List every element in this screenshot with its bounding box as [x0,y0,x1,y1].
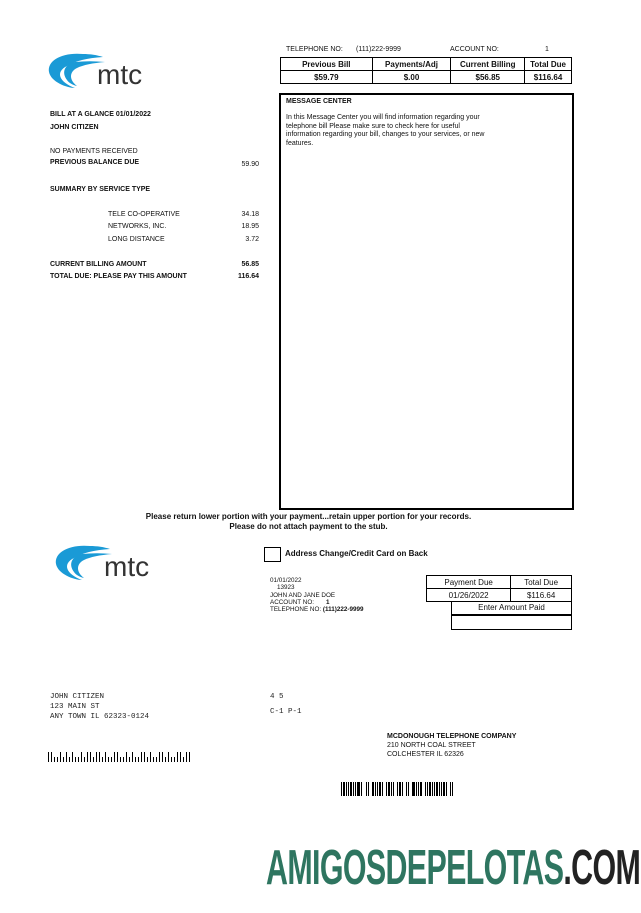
mailing-city: ANY TOWN IL 62323-0124 [50,713,150,721]
watermark-main: AMIGOSDEPELOTAS [266,841,564,895]
stub-telephone-value: (111)222-9999 [322,606,364,614]
total-due-label: TOTAL DUE: PLEASE PAY THIS AMOUNT [50,273,187,280]
service-name: LONG DISTANCE [108,236,165,243]
stub-names: JOHN AND JANE DOE [270,591,336,599]
header-previous-bill: Previous Bill [281,58,373,71]
message-line: In this Message Center you will find information regarding your [286,114,480,121]
stub-total-due: $116.64 [511,589,572,602]
amount-paid-input[interactable] [451,615,572,630]
stub-account [270,599,363,606]
sort-code-1: 4 5 [270,693,284,701]
table-header-row [427,576,572,589]
header-total-due: Total Due [525,58,572,71]
service-name: NETWORKS, INC. [108,223,167,230]
total-due-amount: 116.64 [237,273,259,280]
stub-telephone [270,606,363,613]
mailing-address [50,692,149,722]
header-current-billing: Current Billing [451,58,525,71]
stub-date: 01/01/2022 [270,577,302,584]
message-line: features. [286,139,314,147]
payment-due-date: 01/26/2022 [427,589,511,602]
svg-text:mtc: mtc [97,59,143,90]
account-value: 1 [545,46,549,53]
stub-code: 13923 [277,584,295,592]
remit-address [387,732,516,759]
message-line: information regarding your bill, changes to your services, or new [286,131,485,138]
address-change-checkbox[interactable] [264,547,281,562]
stub-details [270,577,363,613]
payments-adj-value: $.00 [372,71,451,84]
payments-note: NO PAYMENTS RECEIVED [50,148,138,155]
previous-bill-value: $59.79 [281,71,373,84]
mailing-name: JOHN CITIZEN [50,693,105,701]
account-label: ACCOUNT NO: [450,46,499,53]
current-billing-value: $56.85 [451,71,525,84]
mtc-logo [45,48,155,90]
service-amount: 3.72 [245,236,259,243]
watermark-suffix: .COM [563,841,641,895]
total-due-value: $116.64 [525,71,572,84]
current-billing-label: CURRENT BILLING AMOUNT [50,261,147,268]
watermark [266,840,640,896]
payment-due-table [426,575,572,602]
previous-balance-label: PREVIOUS BALANCE DUE [50,159,140,166]
header-total-due: Total Due [511,576,572,589]
svg-text:mtc: mtc [104,551,150,582]
telephone-label: TELEPHONE NO: [286,46,343,53]
billing-summary-table [280,57,572,84]
remit-company: MCDONOUGH TELEPHONE COMPANY [387,733,517,740]
summary-title: SUMMARY BY SERVICE TYPE [50,186,151,193]
table-row [281,71,572,84]
message-center-body [286,114,484,148]
mtc-logo-stub [52,540,162,582]
table-header-row [281,58,572,71]
header-payment-due: Payment Due [427,576,511,589]
remit-street: 210 NORTH COAL STREET [387,742,476,749]
message-line: telephone bill Please make sure to check here for useful [286,122,460,130]
stub-instructions: Please do not attach payment to the stub. [229,522,388,531]
glance-title: BILL AT A GLANCE 01/01/2022 [50,111,151,118]
sort-code-2: C-1 P-1 [270,708,302,716]
address-change-label: Address Change/Credit Card on Back [285,549,428,558]
previous-balance-value: 59.90 [241,161,259,168]
stub-account-value: 1 [325,598,330,606]
message-center-title: MESSAGE CENTER [286,98,352,105]
current-billing-amount: 56.85 [241,261,259,268]
service-name: TELE CO-OPERATIVE [108,211,180,218]
postal-barcode [48,752,190,762]
telephone-value: (111)222-9999 [356,46,401,53]
scan-barcode [341,782,453,796]
message-center-box [279,93,574,510]
remit-city: COLCHESTER IL 62326 [387,751,464,758]
service-amount: 18.95 [241,223,259,230]
enter-amount-label: Enter Amount Paid [451,602,572,615]
return-instructions: Please return lower portion with your payment...retain upper portion for your records. [145,512,472,521]
header-payments-adj: Payments/Adj [372,58,451,71]
customer-name: JOHN CITIZEN [50,124,99,131]
table-row [427,589,572,602]
stub-telephone-label: TELEPHONE NO: [270,606,322,614]
stub-account-label: ACCOUNT NO: [270,598,314,606]
mailing-street: 123 MAIN ST [50,703,100,711]
service-amount: 34.18 [241,211,259,218]
